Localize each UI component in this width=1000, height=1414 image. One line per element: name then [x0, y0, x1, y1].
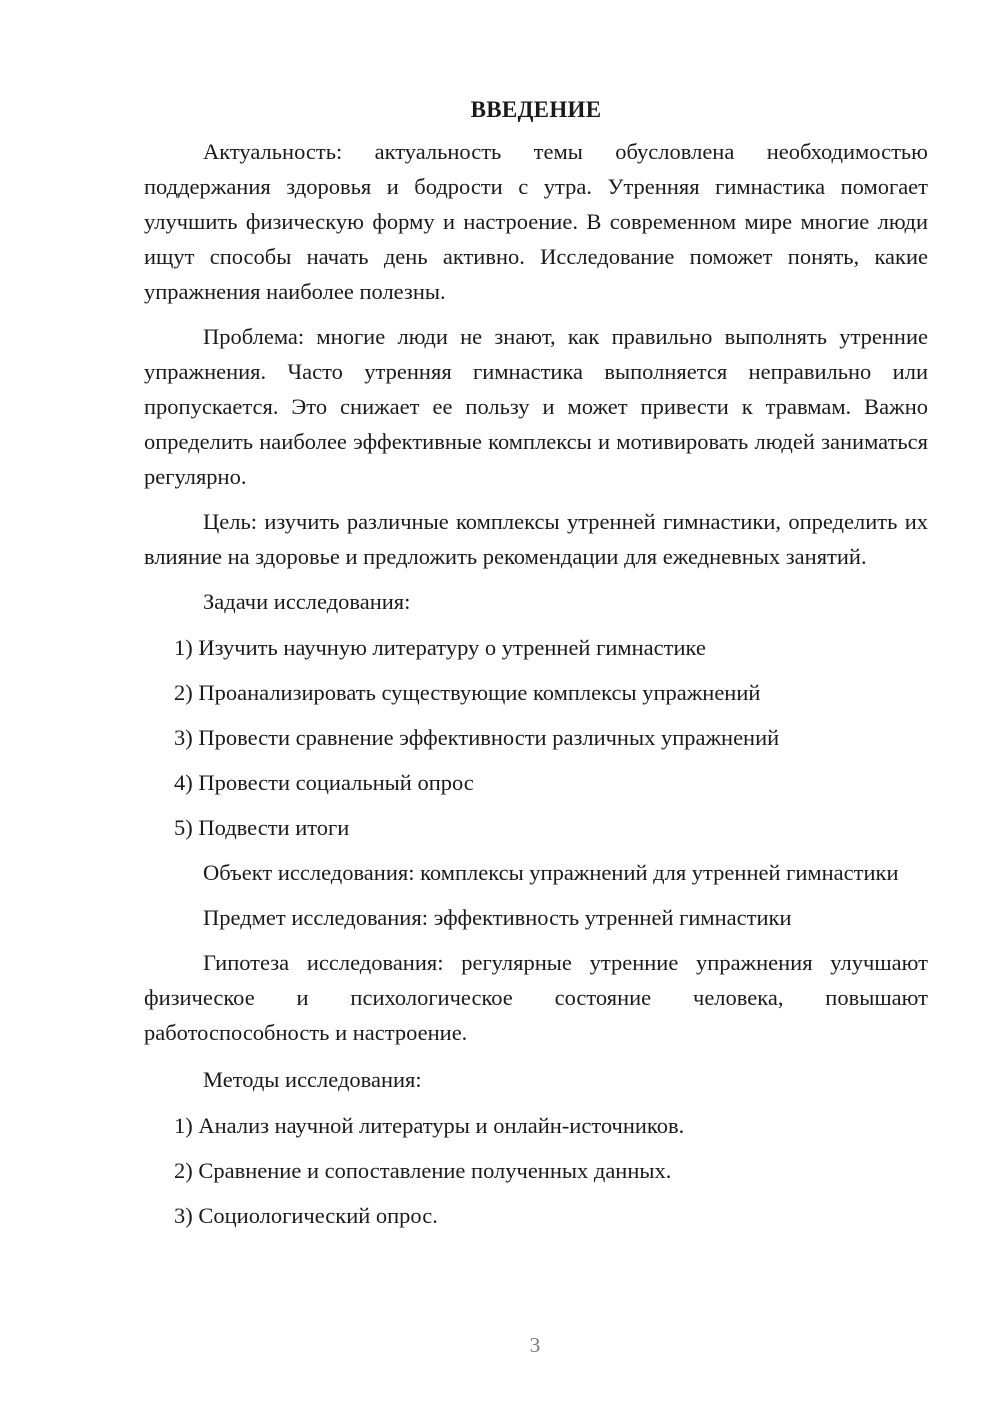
goal-paragraph: Цель: изучить различные комплексы утренней гимнастики, определить их влияние на здоровье и предложить рекомендации для ежедневных занятий.	[144, 509, 928, 569]
tasks-label: Задачи исследования:	[203, 589, 411, 614]
relevance-paragraph: Актуальность: актуальность темы обусловлена необходимостью поддержания здоровья и бодрости с утра. Утренняя гимнастика помогает улучшить физическую форму и настроение. В современном мире многие люди ищут способы начать день активно. Исследование поможет понять, какие упражнения наиболее полезны.	[144, 139, 928, 304]
method-item-2: 2) Сравнение и сопоставление полученных данных.	[174, 1158, 672, 1183]
object-paragraph: Объект исследования: комплексы упражнений для утренней гимнастики	[203, 860, 899, 885]
task-item-2: 2) Проанализировать существующие комплексы упражнений	[174, 680, 761, 705]
task-item-1: 1) Изучить научную литературу о утренней гимнастике	[174, 635, 706, 660]
problem-paragraph: Проблема: многие люди не знают, как правильно выполнять утренние упражнения. Часто утренняя гимнастика выполняется неправильно или пропускается. Это снижает ее пользу и может привести к травмам. Важно определить наиболее эффективные комплексы и мотивировать людей заниматься регулярно.	[144, 324, 928, 489]
method-item-3: 3) Социологический опрос.	[174, 1203, 438, 1228]
tasks-list	[144, 630, 928, 845]
task-item-3: 3) Провести сравнение эффективности различных упражнений	[174, 725, 780, 750]
hypothesis-paragraph: Гипотеза исследования: регулярные утренние упражнения улучшают физическое и психологическое состояние человека, повышают работоспособность и настроение.	[144, 950, 928, 1045]
methods-list	[144, 1108, 928, 1233]
method-item-1: 1) Анализ научной литературы и онлайн-источников.	[174, 1113, 685, 1138]
subject-paragraph: Предмет исследования: эффективность утренней гимнастики	[203, 905, 792, 930]
task-item-5: 5) Подвести итоги	[174, 815, 350, 840]
section-heading: ВВЕДЕНИЕ	[470, 97, 602, 122]
page-number: 3	[529, 1333, 541, 1357]
document-page	[144, 96, 928, 1233]
task-item-4: 4) Провести социальный опрос	[174, 770, 474, 795]
methods-label: Методы исследования:	[203, 1067, 422, 1092]
